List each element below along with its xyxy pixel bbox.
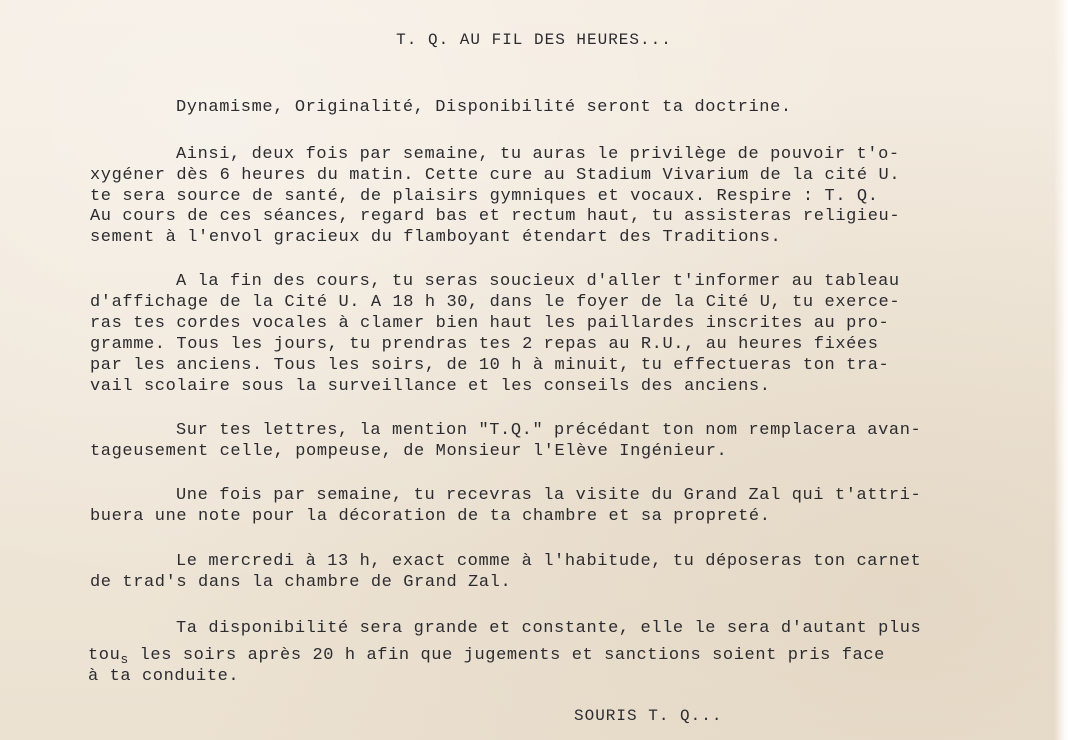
paragraph-1-line-2: xygéner dès 6 heures du matin. Cette cure au Stadium Vivarium de la cité U.	[90, 166, 901, 185]
signature: SOURIS T. Q...	[574, 707, 723, 725]
paragraph-1-line-5: sement à l'envol gracieux du flamboyant étendart des Traditions.	[90, 228, 782, 247]
paragraph-1-line-4: Au cours de ces séances, regard bas et rectum haut, tu assisteras religieu-	[90, 207, 901, 226]
paragraph-3-line-1: Sur tes lettres, la mention "T.Q." précédant ton nom remplacera avan-	[176, 421, 922, 440]
paragraph-4-line-2: buera une note pour la décoration de ta chambre et sa propreté.	[90, 507, 771, 526]
paragraph-2-line-2: d'affichage de la Cité U. A 18 h 30, dans le foyer de la Cité U, tu exerce-	[90, 293, 901, 312]
paragraph-1-line-3: te sera source de santé, de plaisirs gymniques et vocaux. Respire : T. Q.	[90, 187, 879, 206]
paragraph-6-line-3: à ta conduite.	[88, 667, 240, 686]
paragraph-6-line-1: Ta disponibilité sera grande et constante, elle le sera d'autant plus	[176, 619, 922, 638]
paragraph-5-line-1: Le mercredi à 13 h, exact comme à l'habitude, tu déposeras ton carnet	[176, 552, 922, 571]
paragraph-2-line-3: ras tes cordes vocales à clamer bien haut les paillardes inscrites au pro-	[90, 314, 890, 333]
paragraph-3-line-2: tageusement celle, pompeuse, de Monsieur l'Elève Ingénieur.	[90, 442, 728, 461]
paragraph-6-line-2-prefix: tou	[88, 646, 121, 665]
paragraph-4-line-1: Une fois par semaine, tu recevras la visite du Grand Zal qui t'attri-	[176, 486, 922, 505]
paragraph-2-line-5: par les anciens. Tous les soirs, de 10 h à minuit, tu effectueras ton tra-	[90, 356, 890, 375]
paragraph-2-line-4: gramme. Tous les jours, tu prendras tes 2 repas au R.U., au heures fixées	[90, 335, 879, 354]
paragraph-6-line-2-subscript: s	[120, 652, 129, 667]
paragraph-2-line-6: vail scolaire sous la surveillance et les conseils des anciens.	[90, 377, 771, 396]
paragraph-1-line-1: Ainsi, deux fois par semaine, tu auras le privilège de pouvoir t'o-	[176, 145, 900, 164]
paper-edge	[1054, 0, 1068, 740]
paragraph-6-line-2-text: les soirs après 20 h afin que jugements et sanctions soient pris face	[139, 646, 885, 665]
paragraph-5-line-2: de trad's dans la chambre de Grand Zal.	[90, 573, 512, 592]
paragraph-2-line-1: A la fin des cours, tu seras soucieux d'aller t'informer au tableau	[176, 272, 900, 291]
motto: Dynamisme, Originalité, Disponibilité seront ta doctrine.	[176, 98, 792, 117]
document-title: T. Q. AU FIL DES HEURES...	[396, 31, 672, 49]
